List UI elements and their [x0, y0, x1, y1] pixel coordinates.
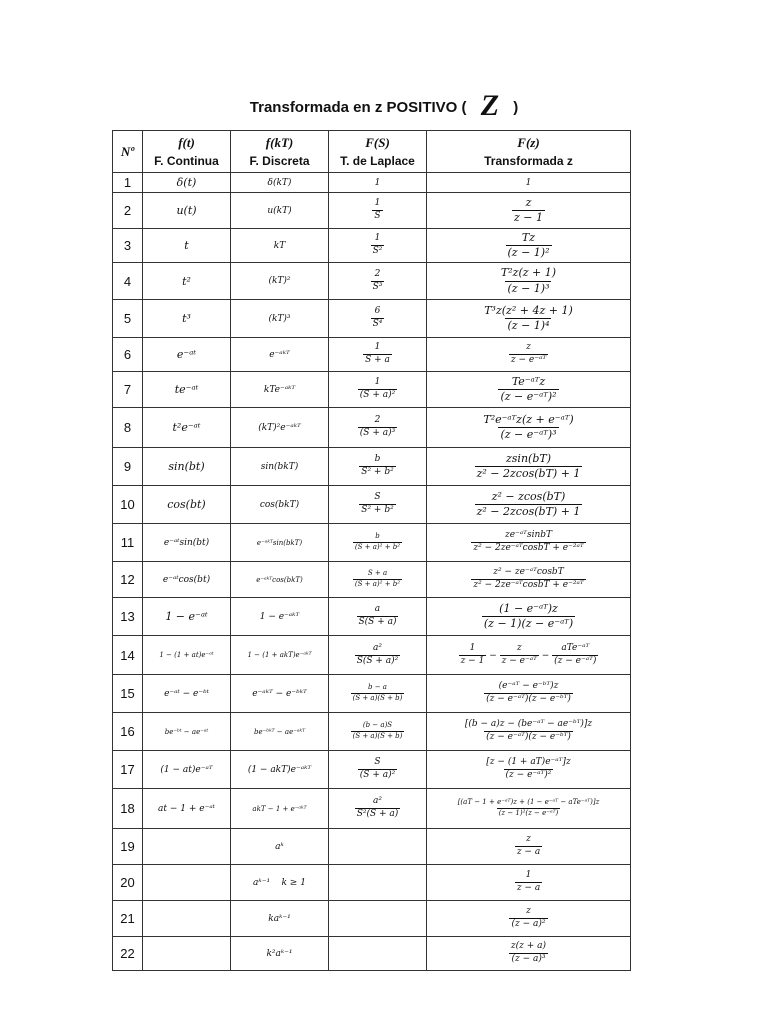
laplace-transform: [329, 524, 427, 562]
laplace-transform: [329, 865, 427, 901]
table-row: [113, 829, 631, 865]
laplace-denominator: S(S + a)²: [356, 655, 399, 666]
z-fraction: [482, 603, 575, 630]
z-fraction: [463, 720, 594, 743]
z-fraction: [484, 758, 572, 781]
laplace-transform: [329, 713, 427, 751]
table-row: [113, 408, 631, 448]
laplace-numerator: S: [374, 492, 381, 503]
row-number: 14: [113, 636, 143, 675]
laplace-numerator: (b − a)S: [362, 721, 393, 730]
z-transform: [427, 937, 631, 971]
laplace-denominator: S³: [372, 281, 383, 292]
laplace-transform: [329, 229, 427, 263]
laplace-numerator: 1: [374, 198, 381, 209]
page-title: [0, 86, 768, 120]
z-term-fraction: [459, 644, 487, 667]
z-denominator: z² − 2zcos(bT) + 1: [476, 467, 581, 480]
row-number: 22: [113, 937, 143, 971]
laplace-fraction: [371, 307, 385, 330]
z-numerator: z: [525, 195, 532, 209]
z-numerator: z(z + a): [510, 941, 547, 952]
laplace-transform: [329, 789, 427, 829]
z-transform: [427, 713, 631, 751]
z-transform: [427, 598, 631, 636]
row-number: 16: [113, 713, 143, 751]
row-number: 11: [113, 524, 143, 562]
laplace-denominator: S²(S + a): [356, 809, 399, 819]
header-discrete-symbol: f(kT): [265, 135, 294, 150]
continuous-function: t³: [143, 300, 231, 338]
laplace-transform: [329, 263, 427, 300]
discrete-function: 1 − e⁻ᵃᵏᵀ: [231, 598, 329, 636]
z-denominator: z² − 2ze⁻ᵃᵀcosbT + e⁻²ᵃᵀ: [473, 580, 584, 590]
laplace-numerator: 1: [374, 233, 381, 244]
discrete-function: aᵏ⁻¹ k ≥ 1: [231, 865, 329, 901]
discrete-function: (kT)³: [231, 300, 329, 338]
z-numerator: [(aT − 1 + e⁻ᵃᵀ)z + (1 − e⁻ᵃᵀ − aTe⁻ᵃᵀ)]z: [457, 798, 600, 807]
laplace-transform: [329, 408, 427, 448]
z-fraction: [515, 871, 542, 894]
z-term-numerator: z: [516, 642, 522, 653]
laplace-numerator: a²: [373, 796, 382, 807]
discrete-function: (kT)²e⁻ᵃᵏᵀ: [231, 408, 329, 448]
discrete-function: k²aᵏ⁻¹: [231, 937, 329, 971]
z-denominator: (z − e⁻ᵃᵀ)²: [500, 390, 557, 403]
continuous-function: t: [143, 229, 231, 263]
laplace-transform: [329, 937, 427, 971]
row-number: 1: [113, 173, 143, 193]
z-fraction: [471, 531, 585, 554]
z-denominator: z − a: [516, 847, 541, 857]
laplace-numerator: S + a: [367, 569, 388, 578]
z-fraction: [481, 414, 575, 441]
z-numerator: [(b − a)z − (be⁻ᵃᵀ − ae⁻ᵇᵀ)]z: [464, 719, 593, 730]
z-denominator: (z − 1)²(z − e⁻ᵃᵀ): [498, 808, 559, 817]
laplace-transform: [329, 751, 427, 789]
z-fraction: [484, 682, 573, 705]
z-numerator: Tz: [521, 230, 536, 244]
row-number: 4: [113, 263, 143, 300]
table-row: [113, 713, 631, 751]
z-term-numerator: 1: [469, 642, 476, 653]
z-denominator: (z − 1)³: [507, 281, 550, 295]
table-row: [113, 193, 631, 229]
z-denominator: (z − a)²: [511, 919, 546, 929]
z-transform-table: [112, 130, 631, 971]
z-denominator: (z − e⁻ᵃᵀ)(z − e⁻ᵇᵀ): [486, 732, 571, 742]
laplace-transform: [329, 448, 427, 486]
laplace-fraction: [359, 493, 395, 516]
table-row: [113, 229, 631, 263]
header-laplace-symbol: F(S): [365, 135, 390, 150]
header-no-label: Nº: [120, 143, 135, 159]
table-row: [113, 338, 631, 372]
laplace-denominator: (S + a)²: [359, 390, 396, 400]
continuous-function: 1 − (1 + at)e⁻ᵃᵗ: [143, 636, 231, 675]
row-number: 8: [113, 408, 143, 448]
z-fraction: [482, 305, 575, 332]
z-numerator: z: [526, 906, 531, 917]
laplace-numerator: 6: [374, 306, 381, 317]
continuous-function: e⁻ᵃᵗcos(bt): [143, 562, 231, 598]
z-transform: 1: [427, 173, 631, 193]
z-term-denominator: z − e⁻ᵃᵀ: [501, 655, 537, 666]
discrete-function: sin(bkT): [231, 448, 329, 486]
z-transform: [427, 193, 631, 229]
laplace-transform: [329, 901, 427, 937]
laplace-transform: [329, 193, 427, 229]
laplace-transform: [329, 486, 427, 524]
z-fraction: [515, 835, 542, 858]
discrete-function: be⁻ᵇᵏᵀ − ae⁻ᵃᵏᵀ: [231, 713, 329, 751]
title-text: Transformada en z POSITIVO: [249, 99, 458, 116]
title-open-paren: (: [461, 99, 467, 116]
row-number: 15: [113, 675, 143, 713]
z-numerator: ze⁻ᵃᵀsinbT: [504, 530, 553, 541]
laplace-fraction: [351, 722, 405, 740]
discrete-function: e⁻ᵃᵏᵀ − e⁻ᵇᵏᵀ: [231, 675, 329, 713]
z-numerator: z: [526, 342, 531, 353]
z-numerator: z² − ze⁻ᵃᵀcosbT: [493, 567, 564, 578]
row-number: 5: [113, 300, 143, 338]
laplace-denominator: S + a: [365, 355, 390, 365]
table-row: [113, 675, 631, 713]
laplace-fraction: [353, 570, 402, 588]
row-number: 21: [113, 901, 143, 937]
laplace-transform: [329, 562, 427, 598]
z-numerator: z: [526, 834, 531, 845]
continuous-function: e⁻ᵃᵗ − e⁻ᵇᵗ: [143, 675, 231, 713]
z-term-fraction: [552, 644, 598, 667]
laplace-numerator: b: [374, 454, 381, 465]
z-denominator: z − e⁻ᵃᵀ: [510, 355, 547, 365]
z-denominator: z − a: [516, 883, 541, 893]
row-number: 9: [113, 448, 143, 486]
z-fraction: [499, 267, 558, 294]
z-term-operator: −: [489, 650, 497, 661]
z-denominator: (z − a)³: [511, 954, 546, 964]
table-row: [113, 300, 631, 338]
continuous-function: sin(bt): [143, 448, 231, 486]
table-row: [113, 524, 631, 562]
laplace-fraction: [355, 797, 401, 820]
z-transform: [427, 300, 631, 338]
table-row: [113, 173, 631, 193]
laplace-denominator: (S + a)² + b²: [354, 542, 401, 551]
z-term-numerator: aTe⁻ᵃᵀ: [561, 642, 590, 653]
discrete-function: 1 − (1 + akT)e⁻ᵃᵏᵀ: [231, 636, 329, 675]
row-number: 2: [113, 193, 143, 229]
row-number: 13: [113, 598, 143, 636]
discrete-function: e⁻ᵃᵏᵀsin(bkT): [231, 524, 329, 562]
row-number: 19: [113, 829, 143, 865]
laplace-numerator: S: [374, 757, 381, 768]
table-row: [113, 372, 631, 408]
z-numerator: 1: [525, 870, 532, 881]
laplace-fraction: [358, 758, 397, 781]
z-transform: [427, 789, 631, 829]
z-term-operator: −: [541, 650, 550, 661]
z-denominator: (z − e⁻ᵃᵀ)³: [500, 428, 557, 441]
z-denominator: (z − e⁻ᵃᵀ)²: [505, 770, 552, 780]
laplace-transform: [329, 598, 427, 636]
laplace-fraction: [371, 234, 385, 257]
header-continuous-label: F. Continua: [154, 154, 219, 168]
header-continuous-symbol: f(t): [178, 135, 195, 150]
row-number: 12: [113, 562, 143, 598]
discrete-function: δ(kT): [231, 173, 329, 193]
laplace-numerator: b: [375, 532, 380, 541]
table-row: [113, 751, 631, 789]
laplace-fraction: [359, 455, 395, 478]
laplace-denominator: (S + a)(S + b): [352, 731, 403, 740]
z-numerator: T²e⁻ᵃᵀz(z + e⁻ᵃᵀ): [483, 412, 574, 426]
z-transform: [427, 486, 631, 524]
z-transform: [427, 448, 631, 486]
laplace-transform: [329, 338, 427, 372]
discrete-function: (kT)²: [231, 263, 329, 300]
table-row: [113, 562, 631, 598]
table-row: [113, 865, 631, 901]
laplace-denominator: S(S + a): [358, 617, 397, 627]
laplace-denominator: (S + a)³: [359, 428, 396, 438]
z-denominator: z − 1: [513, 211, 543, 224]
table-row: [113, 598, 631, 636]
header-row: [113, 131, 631, 173]
z-numerator: T³z(z² + 4z + 1): [484, 303, 573, 317]
row-number: 20: [113, 865, 143, 901]
table-row: [113, 901, 631, 937]
continuous-function: te⁻ᵃᵗ: [143, 372, 231, 408]
laplace-transform: [329, 829, 427, 865]
row-number: 3: [113, 229, 143, 263]
header-discrete: [231, 131, 329, 173]
continuous-function: [143, 901, 231, 937]
laplace-numerator: a: [374, 604, 381, 615]
z-fraction: [509, 942, 548, 965]
laplace-fraction: [363, 343, 392, 366]
row-number: 18: [113, 789, 143, 829]
continuous-function: be⁻ᵇᵗ − ae⁻ᵃᵗ: [143, 713, 231, 751]
table-row: [113, 789, 631, 829]
header-z-transform-symbol: F(z): [517, 135, 540, 150]
laplace-numerator: a²: [373, 642, 382, 653]
laplace-denominator: (S + a)(S + b): [352, 693, 403, 702]
continuous-function: [143, 937, 231, 971]
z-numerator: z² − zcos(bT): [491, 489, 566, 503]
laplace-transform: [329, 372, 427, 408]
discrete-function: aᵏ: [231, 829, 329, 865]
row-number: 17: [113, 751, 143, 789]
continuous-function: t²e⁻ᵃᵗ: [143, 408, 231, 448]
z-transform: [427, 865, 631, 901]
row-number: 10: [113, 486, 143, 524]
discrete-function: (1 − akT)e⁻ᵃᵏᵀ: [231, 751, 329, 789]
table-row: [113, 263, 631, 300]
z-fraction: [498, 376, 558, 403]
z-transform: [427, 901, 631, 937]
continuous-function: e⁻ᵃᵗsin(bt): [143, 524, 231, 562]
discrete-function: u(kT): [231, 193, 329, 229]
z-numerator: [z − (1 + aT)e⁻ᵃᵀ]z: [486, 757, 571, 768]
continuous-function: (1 − at)e⁻ᵃᵀ: [143, 751, 231, 789]
z-term-denominator: z − 1: [460, 655, 485, 666]
continuous-function: 1 − e⁻ᵃᵗ: [143, 598, 231, 636]
row-number: 6: [113, 338, 143, 372]
z-numerator: zsin(bT): [505, 451, 551, 465]
header-z-transform: [427, 131, 631, 173]
z-denominator: z² − 2ze⁻ᵃᵀcosbT + e⁻²ᵃᵀ: [473, 543, 584, 553]
continuous-function: [143, 865, 231, 901]
continuous-function: e⁻ᵃᵗ: [143, 338, 231, 372]
z-numerator: (1 − e⁻ᵃᵀ)z: [499, 601, 558, 615]
z-transform: [427, 408, 631, 448]
z-numerator: (e⁻ᵃᵀ − e⁻ᵇᵀ)z: [498, 681, 559, 692]
discrete-function: akT − 1 + e⁻ᵃᵏᵀ: [231, 789, 329, 829]
z-transform: [427, 338, 631, 372]
laplace-numerator: 1: [374, 342, 381, 353]
continuous-function: at − 1 + e⁻ᵃᵗ: [143, 789, 231, 829]
laplace-transform: 1: [329, 173, 427, 193]
discrete-function: kaᵏ⁻¹: [231, 901, 329, 937]
z-fraction: [509, 907, 547, 930]
laplace-fraction: [358, 378, 397, 401]
z-fraction: [509, 343, 548, 366]
continuous-function: u(t): [143, 193, 231, 229]
continuous-function: [143, 829, 231, 865]
z-denominator: z² − 2zcos(bT) + 1: [476, 505, 581, 518]
header-laplace: [329, 131, 427, 173]
laplace-fraction: [371, 270, 385, 293]
continuous-function: δ(t): [143, 173, 231, 193]
z-transform: [427, 263, 631, 300]
laplace-numerator: 2: [374, 268, 381, 279]
z-transform: [427, 524, 631, 562]
laplace-transform: [329, 300, 427, 338]
discrete-function: kT: [231, 229, 329, 263]
laplace-denominator: S⁴: [372, 319, 383, 329]
laplace-transform: [329, 636, 427, 675]
header-laplace-label: T. de Laplace: [340, 154, 415, 168]
discrete-function: e⁻ᵃᵏᵀ: [231, 338, 329, 372]
laplace-denominator: (S + a)²: [359, 770, 396, 780]
laplace-denominator: S² + b²: [361, 505, 394, 515]
table-row: [113, 486, 631, 524]
z-transform: [427, 636, 631, 675]
header-continuous: [143, 131, 231, 173]
laplace-fraction: [358, 416, 397, 439]
header-no: [113, 131, 143, 173]
z-fraction: [506, 232, 552, 259]
laplace-denominator: S: [374, 211, 381, 221]
discrete-function: e⁻ᵃᵏᵀcos(bkT): [231, 562, 329, 598]
continuous-function: cos(bt): [143, 486, 231, 524]
z-numerator: Te⁻ᵃᵀz: [511, 374, 546, 388]
z-term-denominator: (z − e⁻ᵃᵀ): [554, 655, 597, 666]
title-z-symbol: Z: [480, 89, 500, 122]
z-denominator: (z − 1)(z − e⁻ᵃᵀ): [483, 617, 574, 630]
z-fraction: [471, 568, 585, 591]
z-denominator: (z − 1)²: [507, 246, 550, 259]
z-fraction: [475, 453, 583, 480]
laplace-fraction: [351, 684, 405, 702]
z-denominator: (z − 1)⁴: [507, 319, 550, 332]
title-close-paren: ): [513, 99, 519, 116]
laplace-fraction: [355, 644, 401, 667]
header-z-transform-label: Transformada z: [484, 154, 573, 168]
continuous-function: t²: [143, 263, 231, 300]
laplace-denominator: S²: [372, 246, 383, 256]
z-transform: [427, 751, 631, 789]
laplace-fraction: [353, 533, 402, 551]
laplace-denominator: (S + a)² + b²: [354, 579, 401, 588]
table-row: [113, 448, 631, 486]
discrete-function: cos(bkT): [231, 486, 329, 524]
laplace-denominator: S² + b²: [361, 467, 394, 477]
z-numerator: T²z(z + 1): [500, 266, 557, 280]
z-term-fraction: [500, 644, 539, 667]
z-transform: [427, 675, 631, 713]
z-denominator: (z − e⁻ᵃᵀ)(z − e⁻ᵇᵀ): [486, 694, 571, 704]
discrete-function: kTe⁻ᵃᵏᵀ: [231, 372, 329, 408]
laplace-fraction: [372, 199, 382, 222]
table-row: [113, 636, 631, 675]
row-number: 7: [113, 372, 143, 408]
z-fraction: [456, 799, 602, 817]
header-discrete-label: F. Discreta: [249, 154, 310, 168]
z-transform: [427, 372, 631, 408]
table-row: [113, 937, 631, 971]
laplace-numerator: 2: [374, 415, 381, 426]
laplace-numerator: 1: [374, 377, 381, 388]
laplace-transform: [329, 675, 427, 713]
z-fraction: [512, 197, 545, 224]
z-fraction: [475, 491, 583, 518]
laplace-numerator: b − a: [368, 683, 387, 692]
z-transform: [427, 229, 631, 263]
z-transform: [427, 562, 631, 598]
z-transform: [427, 829, 631, 865]
laplace-fraction: [357, 605, 399, 628]
